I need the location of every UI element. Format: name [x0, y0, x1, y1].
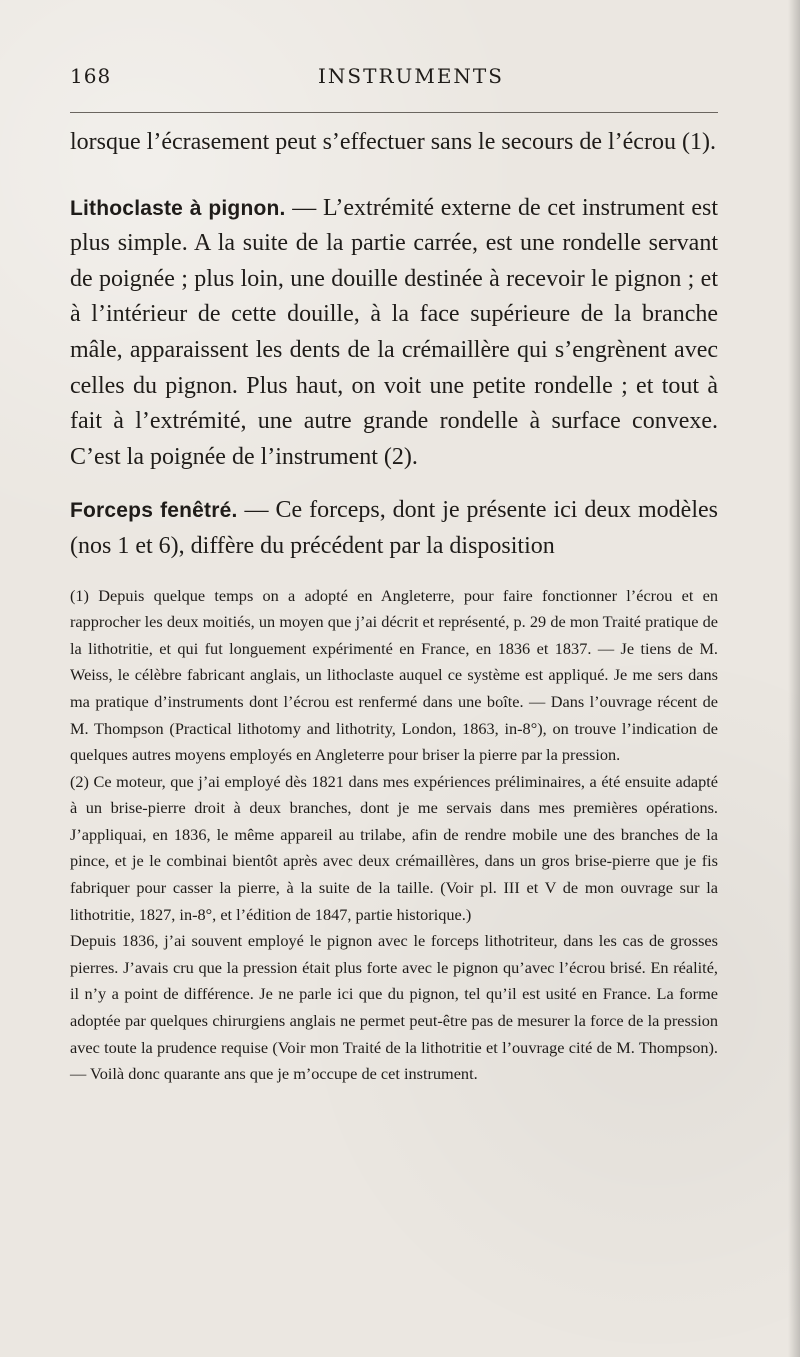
page-number: 168	[70, 64, 112, 88]
header-rule	[70, 112, 718, 113]
lithoclaste-section	[70, 191, 718, 476]
continuation-paragraph: lorsque l’écrasement peut s’effectuer sans le secours de l’écrou (1).	[70, 129, 716, 155]
page-header	[70, 64, 720, 92]
page-edge-shadow	[788, 0, 800, 1357]
footnote-1: (1) Depuis quelque temps on a adopté en Angleterre, pour faire fonctionner l’écrou et en rapprocher les deux moitiés, un moyen que j’ai décrit et représenté, p. 29 de mon Traité pratique de la lithotritie, et qui fut longuement expérimenté en France, en 1836 et 1837. — Je tiens de M. Weiss, le célèbre fabricant anglais, un lithoclaste auquel ce système est appliqué. Je me sers dans ma pratique d’instruments dont l’écrou est renfermé dans une boîte. — Dans l’ouvrage récent de M. Thompson (Practical lithotomy and lithotrity, London, 1863, in-8°), on trouve l’indication de quelques autres moyens employés en Angleterre pour briser la pierre par la pression.	[70, 585, 718, 765]
forceps-section	[70, 493, 718, 564]
footnotes	[70, 583, 718, 1088]
footnote-2: (2) Ce moteur, que j’ai employé dès 1821 dans mes expériences préliminaires, a été ensuite adapté à un brise-pierre droit à deux branches, dont je me servais dans mes premières opérations. J’appliquai, en 1836, le même appareil au trilabe, afin de rendre mobile une des branches de la pince, et je le combinai bientôt après avec deux crémaillères, dans un gros brise-pierre que je fis fabriquer pour casser la pierre, à la suite de la taille. (Voir pl. III et V de mon ouvrage sur la lithotritie, 1827, in-8°, et l’édition de 1847, partie historique.)	[70, 771, 718, 924]
page-content	[70, 125, 718, 1088]
forceps-heading: Forceps fenêtré.	[70, 499, 238, 523]
footnote-3: Depuis 1836, j’ai souvent employé le pignon avec le forceps lithotriteur, dans les cas de grosses pierres. J’avais cru que la pression était plus forte avec le pignon qu’avec l’écrou brisé. En réalité, il n’y a point de différence. Je ne parle ici que du pignon, tel qu’il est usité en France. La forme adoptée par quelques chirurgiens anglais ne permet peut-être pas de mesurer la force de la pression avec toute la prudence requise (Voir mon Traité de la lithotritie et l’ouvrage cité de M. Thompson). — Voilà donc quarante ans que je m’occupe de cet instrument.	[70, 931, 718, 1084]
running-title: INSTRUMENTS	[318, 64, 504, 88]
lithoclaste-text: — L’extrémité externe de cet instrument est plus simple. A la suite de la partie carrée, est une rondelle servant de poignée ; plus loin, une douille destinée à recevoir le pignon ; et à l’intérieur de cette douille, à la face supérieure de la branche mâle, apparaissent les dents de la crémaillère qui s’engrènent avec celles du pignon. Plus haut, on voit une petite rondelle ; et tout à fait à l’extrémité, une autre grande rondelle à surface convexe. C’est la poignée de l’instrument (2).	[70, 194, 718, 470]
lithoclaste-heading: Lithoclaste à pignon.	[70, 196, 286, 220]
forceps-text: — Ce forceps, dont je présente ici deux modèles (nos 1 et 6), diffère du précédent par la disposition	[70, 497, 718, 559]
